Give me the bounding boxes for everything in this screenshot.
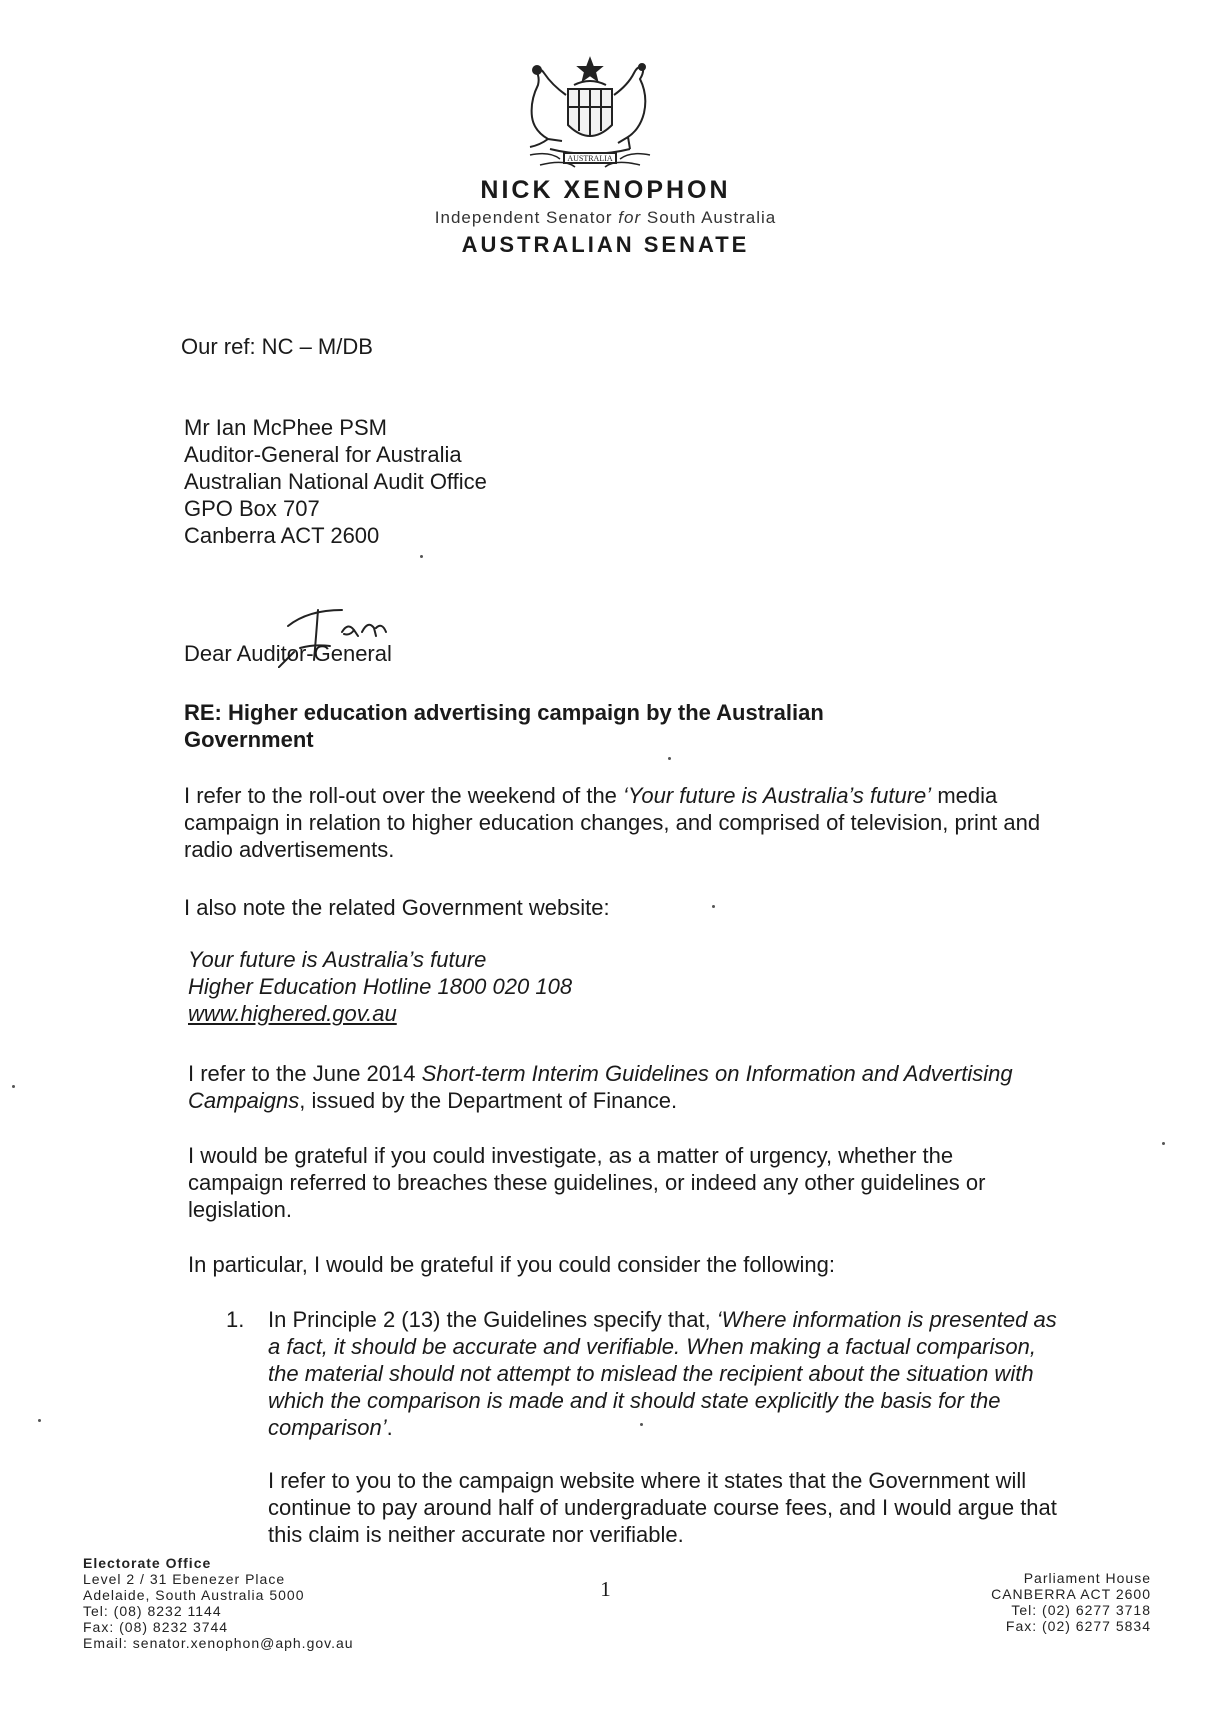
footer-title: Electorate Office: [83, 1555, 212, 1571]
subject-line: [184, 699, 984, 753]
senator-title-for: for: [618, 208, 642, 227]
crest-label: AUSTRALIA: [567, 154, 613, 163]
senator-title: [0, 208, 1211, 228]
footer-line: Level 2 / 31 Ebenezer Place: [83, 1571, 286, 1587]
salutation: Dear Auditor-General: [184, 641, 392, 666]
scan-speck: [640, 1423, 643, 1426]
footer-email: Email: senator.xenophon@aph.gov.au: [83, 1635, 354, 1651]
website-link[interactable]: www.highered.gov.au: [188, 1001, 397, 1026]
scan-speck: [12, 1085, 15, 1088]
recipient-line: Auditor-General for Australia: [184, 442, 462, 467]
footer-line: Adelaide, South Australia 5000: [83, 1587, 305, 1603]
paragraph-guidelines: [188, 1060, 1048, 1114]
recipient-address: [184, 414, 487, 549]
paragraph-claim: I refer to you to the campaign website where it states that the Government will continue to pay around half of undergraduate course fees, and I would argue that this claim is neither accurate nor verifiable.: [268, 1468, 1057, 1547]
paragraph-campaign: [184, 782, 1044, 863]
scan-speck: [668, 757, 671, 760]
paragraph-text: media campaign in relation to higher education changes, and comprised of television, print and radio advertisements.: [184, 783, 1041, 862]
parliament-house-address: [991, 1570, 1151, 1634]
website-title: Your future is Australia’s future: [188, 947, 487, 972]
website-block: [188, 946, 572, 1027]
senator-title-post: South Australia: [641, 208, 777, 227]
scan-speck: [712, 905, 715, 908]
campaign-title: ‘Your future is Australia’s future’: [623, 783, 932, 808]
guidelines-title: Short-term Interim Guidelines on Information and Advertising Campaigns: [188, 1061, 1013, 1113]
reference-line: Our ref: NC – M/DB: [181, 334, 373, 359]
footer-line: Parliament House: [1023, 1570, 1151, 1586]
hotline: Higher Education Hotline 1800 020 108: [188, 974, 573, 999]
list-item-text: In Principle 2 (13) the Guidelines specify that,: [268, 1307, 717, 1332]
paragraph-text: , issued by the Department of Finance.: [299, 1088, 678, 1113]
footer-line: Tel: (02) 6277 3718: [1011, 1602, 1151, 1618]
footer-line: Tel: (08) 8232 1144: [83, 1603, 222, 1619]
scan-speck: [1162, 1142, 1165, 1145]
scan-speck: [420, 555, 423, 558]
paragraph-request: I would be grateful if you could investigate, as a matter of urgency, whether the campaign referred to breaches these guidelines, or indeed any other guidelines or legislation.: [188, 1143, 986, 1222]
footer-line: CANBERRA ACT 2600: [991, 1586, 1151, 1602]
organisation: AUSTRALIAN SENATE: [461, 232, 750, 257]
paragraph-particular: In particular, I would be grateful if you could consider the following:: [188, 1252, 835, 1277]
senator-title-pre: Independent Senator: [434, 208, 619, 227]
subject-text: RE: Higher education advertising campaign by the Australian: [184, 700, 824, 725]
senator-name: NICK XENOPHON: [480, 176, 731, 204]
electorate-office-address: [83, 1555, 354, 1651]
subject-text: Government: [184, 727, 314, 752]
page-number: 1: [600, 1577, 611, 1601]
paragraph-website: I also note the related Government website:: [184, 895, 610, 920]
footer-line: Fax: (02) 6277 5834: [1005, 1618, 1151, 1634]
recipient-line: Australian National Audit Office: [184, 469, 487, 494]
recipient-line: Mr Ian McPhee PSM: [184, 415, 387, 440]
guideline-quote: ‘Where information is presented as a fact, it should be accurate and verifiable. When making a factual comparison, the material should not attempt to mislead the recipient about the situation with which the comparison is made and it should state explicitly the basis for the comparison’: [268, 1307, 1057, 1440]
list-number: 1.: [226, 1307, 245, 1332]
footer-line: Fax: (08) 8232 3744: [83, 1619, 229, 1635]
recipient-line: Canberra ACT 2600: [184, 523, 380, 548]
paragraph-text: I refer to the June 2014: [188, 1061, 422, 1086]
list-item-end: .: [386, 1415, 393, 1440]
paragraph-text: I refer to the roll-out over the weekend of the: [184, 783, 624, 808]
scan-speck: [38, 1419, 41, 1422]
list-item: [268, 1306, 1068, 1441]
recipient-line: GPO Box 707: [184, 496, 320, 521]
coat-of-arms-icon: [510, 55, 670, 175]
